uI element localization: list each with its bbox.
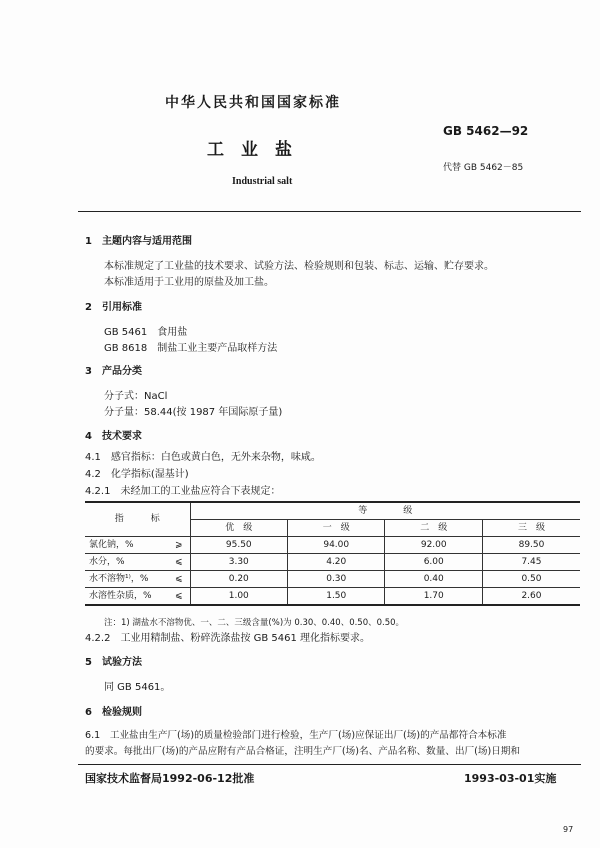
title-english: Industrial salt	[232, 176, 293, 187]
section-1-heading: 1 主题内容与适用范围	[85, 236, 192, 247]
row-operator: ⩽	[168, 571, 190, 588]
section-2-heading: 2 引用标准	[85, 302, 142, 313]
cell: 1.00	[190, 588, 287, 606]
reference-item: GB 5461 食用盐	[104, 327, 188, 338]
row-label: 水分，%	[85, 554, 168, 571]
header-rule	[78, 211, 581, 212]
grade-col: 三 级	[482, 520, 580, 537]
table-row	[85, 537, 580, 554]
cell: 92.00	[385, 537, 482, 554]
cell: 94.00	[288, 537, 385, 554]
cell: 6.00	[385, 554, 482, 571]
table-row	[85, 588, 580, 606]
row-label: 水溶性杂质，%	[85, 588, 168, 606]
grade-header: 等 级	[190, 502, 580, 520]
paragraph: 本标准适用于工业用的原盐及加工盐。	[104, 277, 274, 288]
table-row	[85, 571, 580, 588]
cell: 95.50	[190, 537, 287, 554]
cell: 0.50	[482, 571, 580, 588]
paragraph: 分子式：NaCl	[104, 391, 168, 402]
requirements-table	[85, 501, 580, 606]
document-title: 工 业 盐	[207, 140, 292, 160]
paragraph: 分子量：58.44(按 1987 年国际原子量)	[104, 407, 283, 418]
table-row	[85, 554, 580, 571]
section-5-heading: 5 试验方法	[85, 657, 142, 668]
paragraph: 4.2.2 工业用精制盐、粉碎洗涤盐按 GB 5461 理化指标要求。	[85, 633, 371, 644]
paragraph: 同 GB 5461。	[104, 682, 171, 693]
cell: 89.50	[482, 537, 580, 554]
grade-col: 优 级	[190, 520, 287, 537]
footer-rule	[78, 764, 581, 765]
section-4-heading: 4 技术要求	[85, 431, 142, 442]
grade-col: 一 级	[288, 520, 385, 537]
cell: 1.70	[385, 588, 482, 606]
cell: 2.60	[482, 588, 580, 606]
row-label: 水不溶物¹⁾，%	[85, 571, 168, 588]
paragraph: 4.2.1 未经加工的工业盐应符合下表规定：	[85, 486, 281, 497]
paragraph: 本标准规定了工业盐的技术要求、试验方法、检验规则和包装、标志、运输、贮存要求。	[104, 261, 494, 272]
cell: 0.30	[288, 571, 385, 588]
table-note: 注：1) 湖盐水不溶物优、一、二、三级含量(%)为 0.30、0.40、0.50、0.50。	[104, 618, 405, 628]
row-operator: ⩾	[168, 537, 190, 554]
cell: 0.40	[385, 571, 482, 588]
cell: 0.20	[190, 571, 287, 588]
national-standard-label: 中华人民共和国国家标准	[165, 95, 341, 111]
approval-date: 国家技术监督局1992-06-12批准	[85, 772, 255, 785]
paragraph: 的要求。每批出厂(场)的产品应附有产品合格证，注明生产厂(场)名、产品名称、数量、出厂(场)日期和	[85, 746, 520, 757]
row-label: 氯化钠，%	[85, 537, 168, 554]
page-number: 97	[563, 825, 574, 834]
cell: 3.30	[190, 554, 287, 571]
replaces-label: 代替 GB 5462－85	[443, 163, 524, 173]
index-header: 指 标	[85, 502, 190, 537]
paragraph: 4.2 化学指标(湿基计)	[85, 469, 189, 480]
standard-code: GB 5462—92	[443, 124, 529, 138]
section-6-heading: 6 检验规则	[85, 707, 142, 718]
grade-col: 二 级	[385, 520, 482, 537]
cell: 4.20	[288, 554, 385, 571]
cell: 1.50	[288, 588, 385, 606]
row-operator: ⩽	[168, 588, 190, 606]
reference-item: GB 8618 制盐工业主要产品取样方法	[104, 343, 278, 354]
cell: 7.45	[482, 554, 580, 571]
effective-date: 1993-03-01实施	[464, 772, 557, 785]
row-operator: ⩽	[168, 554, 190, 571]
paragraph: 4.1 感官指标：白色或黄白色，无外来杂物，味咸。	[85, 452, 321, 463]
section-3-heading: 3 产品分类	[85, 366, 142, 377]
paragraph: 6.1 工业盐由生产厂(场)的质量检验部门进行检验，生产厂(场)应保证出厂(场)的产品都符合本标准	[85, 730, 507, 741]
